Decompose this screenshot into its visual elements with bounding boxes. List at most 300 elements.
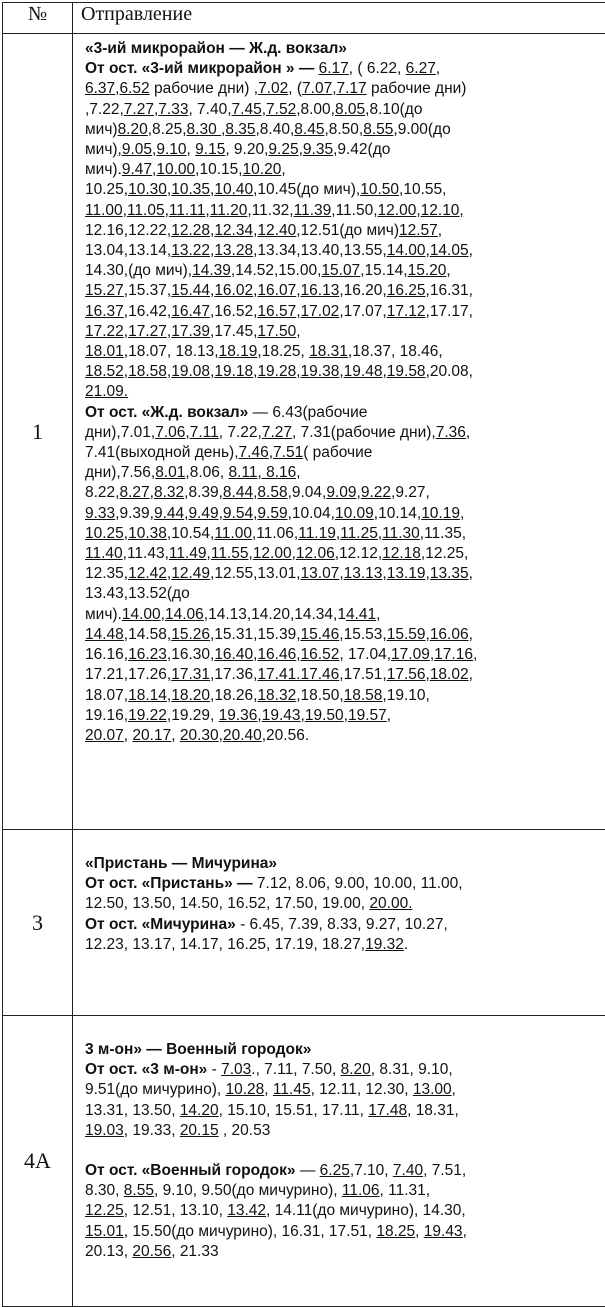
route-number: 1 xyxy=(3,34,73,830)
stop-label: От ост. «Ж.д. вокзал» xyxy=(85,404,253,421)
departure-times: , 12.11, 12.30, xyxy=(311,1081,413,1098)
departure-times: 20.40 xyxy=(223,727,262,744)
departure-times: , xyxy=(253,282,257,299)
schedule-line xyxy=(85,1141,605,1161)
departure-times: 7.12, 8.06, 9.00, 10.00, 11.00, xyxy=(257,875,463,892)
departure-times: 14.00 xyxy=(387,242,426,259)
schedule-line xyxy=(85,1121,605,1141)
schedule-line xyxy=(85,423,605,443)
departure-times: 16.57 xyxy=(257,303,296,320)
schedule-line xyxy=(85,686,605,706)
route-row xyxy=(3,830,605,1016)
departure-times: 9.35 xyxy=(303,141,333,158)
departure-times: 8.20 xyxy=(341,1061,371,1078)
departure-times: ., 7.11, 7.50, xyxy=(251,1061,340,1078)
departure-times: 15.46 xyxy=(301,626,340,643)
departure-times: 20.07 xyxy=(85,727,124,744)
schedule-line xyxy=(85,302,605,322)
schedule-line xyxy=(85,1181,605,1201)
departure-times: 11.40 xyxy=(85,545,123,562)
departure-times: , xyxy=(184,505,188,522)
departure-times: ,18.07, 18.13, xyxy=(124,343,219,360)
departure-times: 17.56 xyxy=(387,666,426,683)
departure-times: , xyxy=(210,181,214,198)
departure-times: ,9.39, xyxy=(115,505,154,522)
departure-times: 16.46 xyxy=(257,646,296,663)
departure-times: , xyxy=(426,565,430,582)
schedule-line xyxy=(85,726,605,746)
departure-times: 19.58 xyxy=(387,363,426,380)
departure-times: 10.38 xyxy=(128,525,167,542)
departure-times: , xyxy=(299,141,303,158)
departure-times: ,16.52, xyxy=(210,303,257,320)
departure-times: ,10.54, xyxy=(167,525,214,542)
departure-times: ,15.53, xyxy=(339,626,386,643)
departure-times: 7.46 xyxy=(239,444,269,461)
departure-times: 9.25 xyxy=(268,141,298,158)
schedule-table xyxy=(2,2,605,1307)
departure-times: 19.43 xyxy=(262,707,301,724)
departure-times: 16.07 xyxy=(257,282,296,299)
departure-times: , xyxy=(205,202,209,219)
departure-times: 9.51(до мичурино), xyxy=(85,1081,226,1098)
departure-times: 10.30 xyxy=(128,181,167,198)
schedule-line xyxy=(85,221,605,241)
departure-times: 9.44 xyxy=(154,505,184,522)
departure-times: 9.33 xyxy=(85,505,115,522)
departure-times: , xyxy=(469,666,473,683)
departure-times: , xyxy=(339,565,343,582)
departure-times: 17.21,17.26, xyxy=(85,666,171,683)
departure-times: 18.52 xyxy=(85,363,124,380)
departure-times: , 7.31(рабочие дни), xyxy=(292,424,436,441)
departure-times: 10.25, xyxy=(85,181,128,198)
departure-times: , xyxy=(469,565,473,582)
departure-times: ,10.55, xyxy=(399,181,446,198)
departure-times: рабочие дни) xyxy=(367,80,467,97)
departure-times: , xyxy=(415,1223,424,1240)
schedule-line xyxy=(85,403,605,423)
departure-times: 14.39 xyxy=(192,262,231,279)
departure-times: , ( xyxy=(288,80,302,97)
schedule-line xyxy=(85,706,605,726)
departure-times: ,10.14, xyxy=(374,505,421,522)
departure-times: мич xyxy=(85,141,112,158)
departure-times: ,20.08, xyxy=(426,363,473,380)
departure-times: 17.41.17.46 xyxy=(257,666,339,683)
departure-times: , xyxy=(416,202,420,219)
schedule-line xyxy=(85,645,605,665)
departure-times: 17.12 xyxy=(387,303,426,320)
route-row xyxy=(3,34,605,830)
departure-times: ,17.45, xyxy=(210,323,257,340)
departure-times: ,14.13,14.20,14.34,1 xyxy=(204,606,346,623)
departure-times: ,18.37, 18.46, xyxy=(348,343,443,360)
stop-label: От ост. «Мичурина» xyxy=(85,916,240,933)
departure-times: 19.48 xyxy=(344,363,383,380)
schedule-line xyxy=(85,1242,605,1262)
departure-times: 9.54 xyxy=(223,505,253,522)
departure-times: 6.52 xyxy=(119,80,149,97)
departure-times: 7.03 xyxy=(221,1061,251,1078)
departure-times: , xyxy=(336,525,340,542)
departure-times: , xyxy=(253,222,257,239)
departure-times: 8.22, xyxy=(85,484,119,501)
departure-times: 14.20 xyxy=(180,1102,219,1119)
departure-times: 14.30,(до мич), xyxy=(85,262,192,279)
schedule-line xyxy=(85,935,605,955)
departure-times: 13.42 xyxy=(227,1202,266,1219)
header-number: № xyxy=(3,3,73,34)
departure-times: 19.18 xyxy=(214,363,253,380)
departure-times: 8.45 xyxy=(294,121,324,138)
departure-times: 10.40 xyxy=(214,181,253,198)
departure-times: дни),7.56, xyxy=(85,464,155,481)
departure-times: 7.33 xyxy=(158,101,188,118)
schedule-line xyxy=(85,59,605,79)
departure-times: 11.30 xyxy=(382,525,420,542)
departure-times: 7.52 xyxy=(266,101,296,118)
departure-times: 8.30 xyxy=(187,121,221,138)
departure-times: ),9.05 xyxy=(112,141,152,158)
departure-times: 11.20 xyxy=(210,202,248,219)
departure-times: , xyxy=(249,545,253,562)
schedule-line xyxy=(85,874,605,894)
departure-times: 14.05 xyxy=(430,242,469,259)
route-schedule xyxy=(73,1016,605,1307)
departure-times: 19.43 xyxy=(424,1223,463,1240)
departure-times: 8.44 xyxy=(223,484,253,501)
departure-times: 15.20 xyxy=(408,262,447,279)
route-title: «Пристань — Мичурина» xyxy=(85,854,605,874)
departure-times: 8.55 xyxy=(124,1182,154,1199)
departure-times: ,12.12, xyxy=(335,545,382,562)
departure-times: 19.57 xyxy=(348,707,387,724)
departure-times: 11.45 xyxy=(273,1081,311,1098)
departure-times: ,17.07, xyxy=(339,303,386,320)
departure-times: ,11.35, xyxy=(420,525,466,542)
departure-times: ,20.56. xyxy=(262,727,309,744)
route-schedule xyxy=(73,830,605,1016)
departure-times: 9.15 xyxy=(195,141,225,158)
departure-times: 11.05 xyxy=(127,202,165,219)
departure-times: мич) xyxy=(85,121,118,138)
departure-times: ,7.10, xyxy=(350,1162,393,1179)
departure-times: ,18.50, xyxy=(296,687,343,704)
stop-label: От ост. «Пристань» — xyxy=(85,875,257,892)
departure-times: 10.25 xyxy=(85,525,124,542)
departure-times: 12.23, 13.17, 14.17, 16.25, 17.19, 18.27, xyxy=(85,936,365,953)
departure-times: , xyxy=(123,202,127,219)
departure-times: 7.11 xyxy=(190,424,219,441)
departure-times: 11.00 xyxy=(214,525,252,542)
departure-times: 7.02 xyxy=(258,80,288,97)
departure-times: 8.35 xyxy=(225,121,255,138)
schedule-line xyxy=(85,894,605,914)
departure-times: 13.31, 13.50, xyxy=(85,1102,180,1119)
departure-times: , xyxy=(426,242,430,259)
departure-times: ,11.50, xyxy=(331,202,377,219)
departure-times: 19.28 xyxy=(257,363,296,380)
departure-times: дни),7.01, xyxy=(85,424,155,441)
departure-times: , xyxy=(253,646,257,663)
departure-times: 19.22 xyxy=(128,707,167,724)
departure-times: ,14.58, xyxy=(124,626,171,643)
departure-times: , xyxy=(219,505,223,522)
departure-times: 17.48 xyxy=(368,1102,407,1119)
schedule-line xyxy=(85,483,605,503)
schedule-line xyxy=(85,120,605,140)
departure-times: 12.00 xyxy=(253,545,292,562)
departure-times: 16.25 xyxy=(387,282,426,299)
departure-times: 17.39 xyxy=(171,323,210,340)
departure-times: 17.02 xyxy=(301,303,340,320)
departure-times: 16.06 xyxy=(430,626,469,643)
departure-times: ,17.36, xyxy=(210,666,257,683)
schedule-line xyxy=(85,1222,605,1242)
departure-times: 11.25 xyxy=(340,525,378,542)
departure-times: ,12.55,13.01, xyxy=(210,565,301,582)
schedule-line xyxy=(85,362,605,382)
departure-times: 11.55 xyxy=(211,545,249,562)
departure-times: , 18.31, xyxy=(407,1102,459,1119)
departure-times: 20.30 xyxy=(180,727,219,744)
departure-times: ( рабочие xyxy=(303,444,372,461)
departure-times: 7.27 xyxy=(124,101,154,118)
schedule-line xyxy=(85,342,605,362)
departure-times: ,16.42, xyxy=(124,303,171,320)
departure-times: 14.06 xyxy=(165,606,204,623)
departure-times: 7.06 xyxy=(155,424,185,441)
departure-times: 12.50, 13.50, 14.50, 16.52, 17.50, 19.00, xyxy=(85,895,369,912)
departure-times: 8.01 xyxy=(155,464,185,481)
departure-times: 19.16, xyxy=(85,707,128,724)
departure-times: 16.40 xyxy=(214,646,253,663)
departure-times: 9.49 xyxy=(188,505,218,522)
departure-times: 19.03 xyxy=(85,1122,124,1139)
departure-times: , xyxy=(344,707,348,724)
departure-times: 21.09. xyxy=(85,383,128,400)
schedule-line xyxy=(85,1201,605,1221)
header-departure: Отправление xyxy=(73,3,605,34)
departure-times: 18.58 xyxy=(128,363,167,380)
departure-times: 15.01 xyxy=(85,1223,124,1240)
departure-times: , 17.04, xyxy=(339,646,391,663)
departure-times: 13.00 xyxy=(413,1081,452,1098)
departure-times: , xyxy=(210,363,214,380)
departure-times: ,18.25, xyxy=(257,343,309,360)
departure-times: , xyxy=(378,525,382,542)
schedule-line xyxy=(85,160,605,180)
departure-times: , xyxy=(426,626,430,643)
departure-times: , xyxy=(154,101,158,118)
departure-times: , xyxy=(167,323,171,340)
departure-times: 10.20 xyxy=(243,161,282,178)
departure-times: , xyxy=(167,181,171,198)
departure-times: 15.26 xyxy=(171,626,210,643)
route-row xyxy=(3,1016,605,1307)
departure-times: 7.45 xyxy=(232,101,262,118)
departure-times: , xyxy=(436,60,440,77)
departure-times: 10.50 xyxy=(360,181,399,198)
departure-times: — 6.43(рабочие xyxy=(253,404,368,421)
departure-times: 18.32 xyxy=(257,687,296,704)
departure-times: 16.37 xyxy=(85,303,124,320)
departure-times: ,11.06, xyxy=(252,525,298,542)
departure-times: 18.01 xyxy=(85,343,124,360)
departure-times: , 20.53 xyxy=(219,1122,271,1139)
departure-times: 20.56 xyxy=(132,1243,171,1260)
schedule-line xyxy=(85,463,605,483)
departure-times: 7.17 xyxy=(337,80,367,97)
departure-times: ,9.04, xyxy=(288,484,327,501)
departure-times: 12.49 xyxy=(171,565,210,582)
departure-times: , xyxy=(296,323,300,340)
departure-times: , xyxy=(296,303,300,320)
schedule-line xyxy=(85,915,605,935)
departure-times: 20.13, xyxy=(85,1243,132,1260)
departure-times: 19.38 xyxy=(301,363,340,380)
departure-times: , xyxy=(292,545,296,562)
departure-times: 18.07, xyxy=(85,687,128,704)
departure-times: 13.35 xyxy=(430,565,469,582)
departure-times: 8.30, xyxy=(85,1182,124,1199)
departure-times: , xyxy=(446,262,450,279)
departure-times: 10.09 xyxy=(335,505,374,522)
departure-times: 11.49 xyxy=(169,545,207,562)
departure-times: 18.19 xyxy=(219,343,258,360)
departure-times: , xyxy=(167,687,171,704)
departure-times: ,8.00, xyxy=(296,101,335,118)
departure-times: 7.41(выходной день), xyxy=(85,444,239,461)
departure-times: 11.39 xyxy=(294,202,332,219)
departure-times: 12.16,12.22, xyxy=(85,222,171,239)
schedule-line xyxy=(85,584,605,604)
departure-times: рабочие дни) , xyxy=(150,80,258,97)
departure-times: 12.25 xyxy=(85,1202,124,1219)
departure-times: , xyxy=(253,363,257,380)
departure-times: , xyxy=(171,727,180,744)
departure-times: ,9.42(до xyxy=(333,141,390,158)
departure-times: , xyxy=(124,525,128,542)
departure-times: 11.11 xyxy=(169,202,206,219)
departure-times: 18.31 xyxy=(309,343,348,360)
departure-times: , xyxy=(301,707,305,724)
departure-times: , 21.33 xyxy=(171,1243,218,1260)
departure-times: 15.59 xyxy=(387,626,426,643)
departure-times: 6.17 xyxy=(319,60,349,77)
departure-times: , xyxy=(115,80,119,97)
departure-times: 16.16, xyxy=(85,646,128,663)
departure-times: , xyxy=(165,202,169,219)
schedule-line xyxy=(85,100,605,120)
departure-times: 19.08 xyxy=(171,363,210,380)
departure-times: , 7.40, xyxy=(188,101,231,118)
departure-times: 19.36 xyxy=(219,707,258,724)
departure-times: 9.22 xyxy=(361,484,391,501)
schedule-line xyxy=(85,180,605,200)
departure-times: 15.27 xyxy=(85,282,124,299)
departure-times: , 14.11(до мичурино), 14.30, xyxy=(266,1202,466,1219)
departure-times: ,17.17, xyxy=(426,303,473,320)
departure-times: , 15.50(до мичурино), 16.31, 17.51, xyxy=(124,1223,377,1240)
route-times xyxy=(85,1060,605,1262)
schedule-line xyxy=(85,504,605,524)
schedule-line xyxy=(85,544,605,564)
departure-times: , xyxy=(221,121,225,138)
departure-times: — xyxy=(300,1162,320,1179)
departure-times: , xyxy=(124,727,133,744)
departure-times: 18.58 xyxy=(344,687,383,704)
departure-times: 17.16 xyxy=(434,646,473,663)
departure-times: , 9.10, 9.50(до мичурино), xyxy=(154,1182,342,1199)
departure-times: 8.58 xyxy=(257,484,287,501)
schedule-line xyxy=(85,1101,605,1121)
departure-times: 7.36 xyxy=(436,424,466,441)
schedule-line xyxy=(85,79,605,99)
departure-times: , ( 6.22, xyxy=(349,60,406,77)
departure-times: , xyxy=(253,505,257,522)
departure-times: ,8.06, xyxy=(185,464,228,481)
departure-times: 19.50 xyxy=(305,707,344,724)
route-times xyxy=(85,59,605,746)
departure-times: 7.27 xyxy=(262,424,292,441)
departure-times: 18.02 xyxy=(430,666,469,683)
route-times xyxy=(85,874,605,955)
departure-times: , xyxy=(382,363,386,380)
departure-times: , xyxy=(210,282,214,299)
departure-times: ,14.52,15.00, xyxy=(231,262,322,279)
departure-times: ,8.10(до xyxy=(365,101,422,118)
departure-times: 15.07 xyxy=(321,262,360,279)
departure-times: 10.28 xyxy=(226,1081,265,1098)
departure-times: 19.32 xyxy=(365,936,404,953)
departure-times: ,11.43, xyxy=(123,545,169,562)
schedule-line xyxy=(85,625,605,645)
schedule-line xyxy=(85,605,605,625)
header-row xyxy=(3,3,605,34)
departure-times: ,12.25, xyxy=(421,545,468,562)
departure-times: 18.25 xyxy=(376,1223,415,1240)
stop-label: От ост. «Военный городок» xyxy=(85,1162,300,1179)
departure-times: ,19.29, xyxy=(167,707,219,724)
departure-times: , xyxy=(185,424,189,441)
departure-times: ,8.39, xyxy=(184,484,223,501)
departure-times: , 12.51, 13.10, xyxy=(124,1202,227,1219)
departure-times: ,10.45(до мич), xyxy=(253,181,360,198)
schedule-line xyxy=(85,261,605,281)
departure-times: 12.35, xyxy=(85,565,128,582)
stop-label: От ост. «3-ий микрорайон » — xyxy=(85,60,319,77)
departure-times: , xyxy=(430,646,434,663)
departure-times: 17.50 xyxy=(257,323,296,340)
departure-times: ,15.31,15.39, xyxy=(210,626,301,643)
schedule-line xyxy=(85,201,605,221)
departure-times: , xyxy=(281,161,285,178)
departure-times: , xyxy=(210,242,214,259)
departure-times: , xyxy=(257,707,261,724)
route-title: 3 м-он» — Военный городок» xyxy=(85,1040,605,1060)
departure-times: ,16.30, xyxy=(167,646,214,663)
departure-times: , xyxy=(460,505,464,522)
departure-times: 7.51 xyxy=(273,444,303,461)
departure-times: 8.27 xyxy=(119,484,149,501)
departure-times: 17.22 xyxy=(85,323,124,340)
departure-times: 10.00 xyxy=(156,161,195,178)
route-number: 4А xyxy=(3,1016,73,1307)
departure-times: 14.48 xyxy=(85,626,124,643)
departure-times: мич). xyxy=(85,606,122,623)
